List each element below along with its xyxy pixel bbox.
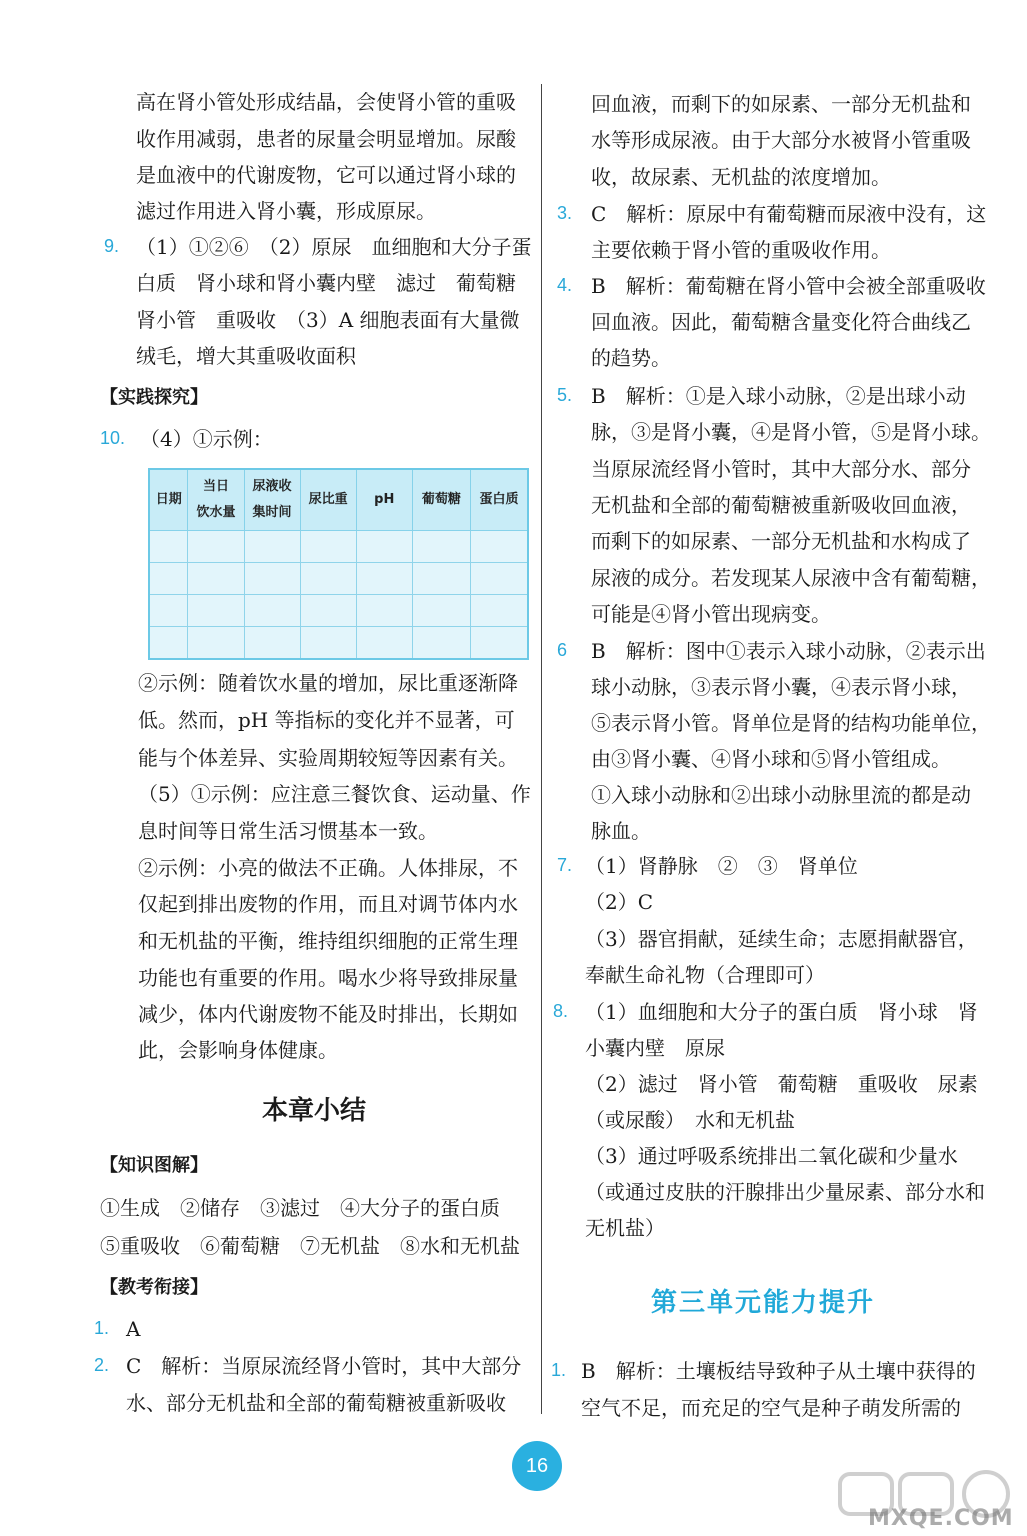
header-label: 葡萄糖 [421,492,461,507]
text-line: （1）血细胞和大分子的蛋白质 肾小球 肾 [585,1000,978,1024]
section-heading: 【知识图解】 [100,1155,208,1176]
table-cell [188,531,244,563]
data-record-table [148,468,529,660]
text-line: （1）肾静脉 ② ③ 肾单位 [585,854,858,878]
table-cell [470,627,528,660]
text-line: （1）①②⑥ （2）原尿 血细胞和大分子蛋 [136,235,532,259]
table-row [149,627,528,660]
text-line: ①入球小动脉和②出球小动脉里流的都是动 [591,783,971,807]
text-line: 白质 肾小球和肾小囊内壁 滤过 葡萄糖 [136,271,516,295]
table-cell [300,627,356,660]
text-line: （或通过皮肤的汗腺排出少量尿素、部分水和 [585,1180,985,1204]
text-line: 息时间等日常生活习惯基本一致。 [138,819,438,843]
text-line: 高在肾小管处形成结晶，会使肾小管的重吸 [136,90,516,114]
table-cell [412,627,470,660]
table-cell [470,531,528,563]
table-row [149,563,528,595]
question-number: 9. [104,236,120,256]
question-number: 5. [557,385,573,405]
page-number: 16 [512,1441,562,1491]
text-line: 回血液。因此，葡萄糖含量变化符合曲线乙 [591,310,971,334]
table-cell [356,531,412,563]
header-label: pH [374,492,395,507]
table-cell [244,595,300,627]
text-line: （2）滤过 肾小管 葡萄糖 重吸收 尿素 [585,1072,978,1096]
text-line: （2）C [585,890,654,914]
text-line: B 解析：土壤板结导致种子从土壤中获得的 [581,1359,976,1383]
text-line: 空气不足，而充足的空气是种子萌发所需的 [581,1396,961,1420]
text-line: 当原尿流经肾小管时，其中大部分水、部分 [591,457,971,481]
text-line: 的趋势。 [591,346,671,370]
section-heading: 【实践探究】 [100,387,208,408]
text-line: 是血液中的代谢废物，它可以通过肾小球的 [136,163,516,187]
text-line: 功能也有重要的作用。喝水少将导致排尿量 [138,966,518,990]
text-line: 此，会影响身体健康。 [138,1038,338,1062]
text-line: 减少，体内代谢废物不能及时排出，长期如 [138,1002,518,1026]
table-cell [300,595,356,627]
text-line: 尿液的成分。若发现某人尿液中含有葡萄糖， [591,566,991,590]
table-cell [149,595,188,627]
unit-title: 第三单元能力提升 [651,1288,876,1318]
header-label: 集时间 [252,505,292,520]
text-line: 绒毛，增大其重吸收面积 [136,344,356,368]
text-line: ②示例：小亮的做法不正确。人体排尿，不 [138,856,518,880]
text-line: （3）通过呼吸系统排出二氧化碳和少量水 [585,1144,958,1168]
question-number: 2. [94,1355,110,1375]
header-label: 尿液收 [252,479,292,494]
chapter-summary-title: 本章小结 [262,1096,367,1126]
text-line: C 解析：当原尿流经肾小管时，其中大部分 [126,1354,522,1378]
question-number: 3. [557,203,573,223]
table-cell [300,531,356,563]
text-line: 低。然而，pH 等指标的变化并不显著，可 [138,708,515,732]
text-line: 肾小管 重吸收 （3）A 细胞表面有大量微 [136,308,520,332]
text-line: B 解析：图中①表示入球小动脉，②表示出 [591,639,986,663]
text-line: 水等形成尿液。由于大部分水被肾小管重吸 [591,128,971,152]
table-cell [149,531,188,563]
header-label: 蛋白质 [479,492,519,507]
question-number: 6 [557,640,568,660]
text-line: 收作用减弱，患者的尿量会明显增加。尿酸 [136,127,516,151]
text-line: 无机盐） [585,1216,665,1240]
header-label: 日期 [155,492,182,507]
table-header [244,469,300,531]
table-cell [244,531,300,563]
question-number: 8. [553,1001,569,1021]
text-line: C 解析：原尿中有葡萄糖而尿液中没有，这 [591,202,987,226]
table-header [149,469,188,531]
text-line: 主要依赖于肾小管的重吸收作用。 [591,238,891,262]
table-cell [412,595,470,627]
text-line: 奉献生命礼物（合理即可） [585,963,825,987]
question-number: 1. [94,1318,110,1338]
text-line: （3）器官捐献，延续生命；志愿捐献器官， [585,927,978,951]
table-cell [244,627,300,660]
text-line: 由③肾小囊、④肾小球和⑤肾小管组成。 [591,747,951,771]
table-row [149,531,528,563]
table-cell [356,563,412,595]
text-line: 滤过作用进入肾小囊，形成原尿。 [136,199,436,223]
header-label: 尿比重 [308,492,348,507]
text-line: 水、部分无机盐和全部的葡萄糖被重新吸收 [126,1391,506,1415]
table-cell [412,531,470,563]
text-line: 可能是④肾小管出现病变。 [591,602,831,626]
text-line: 小囊内壁 原尿 [585,1036,725,1060]
table-cell [244,563,300,595]
watermark-url: MXQE.COM [868,1506,1014,1531]
question-number: 4. [557,275,573,295]
table-cell [188,595,244,627]
text-line: 球小动脉，③表示肾小囊，④表示肾小球， [591,675,971,699]
question-number: 10. [100,428,126,448]
text-line: ①生成 ②储存 ③滤过 ④大分子的蛋白质 [100,1196,500,1220]
table-cell [188,563,244,595]
table-header [412,469,470,531]
table-header [470,469,528,531]
text-line: 收，故尿素、无机盐的浓度增加。 [591,165,891,189]
table-cell [470,595,528,627]
text-line: ②示例：随着饮水量的增加，尿比重逐渐降 [138,671,518,695]
table-cell [188,627,244,660]
text-line: A [126,1317,141,1341]
table-cell [470,563,528,595]
text-line: 而剩下的如尿素、一部分无机盐和水构成了 [591,529,971,553]
table-cell [412,563,470,595]
text-line: 仅起到排出废物的作用，而且对调节体内水 [138,892,518,916]
text-line: ⑤表示肾小管。肾单位是肾的结构功能单位， [591,711,991,735]
text-line: 能与个体差异、实验周期较短等因素有关。 [138,746,518,770]
text-line: （或尿酸） 水和无机盐 [585,1108,795,1132]
table-cell [149,563,188,595]
table-cell [356,595,412,627]
table-header [188,469,244,531]
text-line: B 解析：①是入球小动脉，②是出球小动 [591,384,966,408]
text-line: （4）①示例： [140,427,273,451]
text-line: （5）①示例：应注意三餐饮食、运动量、作 [138,782,531,806]
text-line: 和无机盐的平衡，维持组织细胞的正常生理 [138,929,518,953]
table-header [300,469,356,531]
text-line: 回血液，而剩下的如尿素、一部分无机盐和 [591,92,971,116]
text-line: B 解析：葡萄糖在肾小管中会被全部重吸收 [591,274,986,298]
table-cell [300,563,356,595]
column-divider [541,84,542,1414]
header-label: 当日 [202,479,229,494]
table-header-row [149,469,528,531]
table-row [149,595,528,627]
text-line: 脉，③是肾小囊，④是肾小管，⑤是肾小球。 [591,420,991,444]
table-header [356,469,412,531]
question-number: 7. [557,855,573,875]
text-line: ⑤重吸收 ⑥葡萄糖 ⑦无机盐 ⑧水和无机盐 [100,1234,520,1258]
text-line: 无机盐和全部的葡萄糖被重新吸收回血液， [591,493,971,517]
question-number: 1. [551,1360,567,1380]
header-label: 饮水量 [196,505,236,520]
table-cell [356,627,412,660]
section-heading: 【教考衔接】 [100,1277,208,1298]
text-line: 脉血。 [591,819,651,843]
table-cell [149,627,188,660]
